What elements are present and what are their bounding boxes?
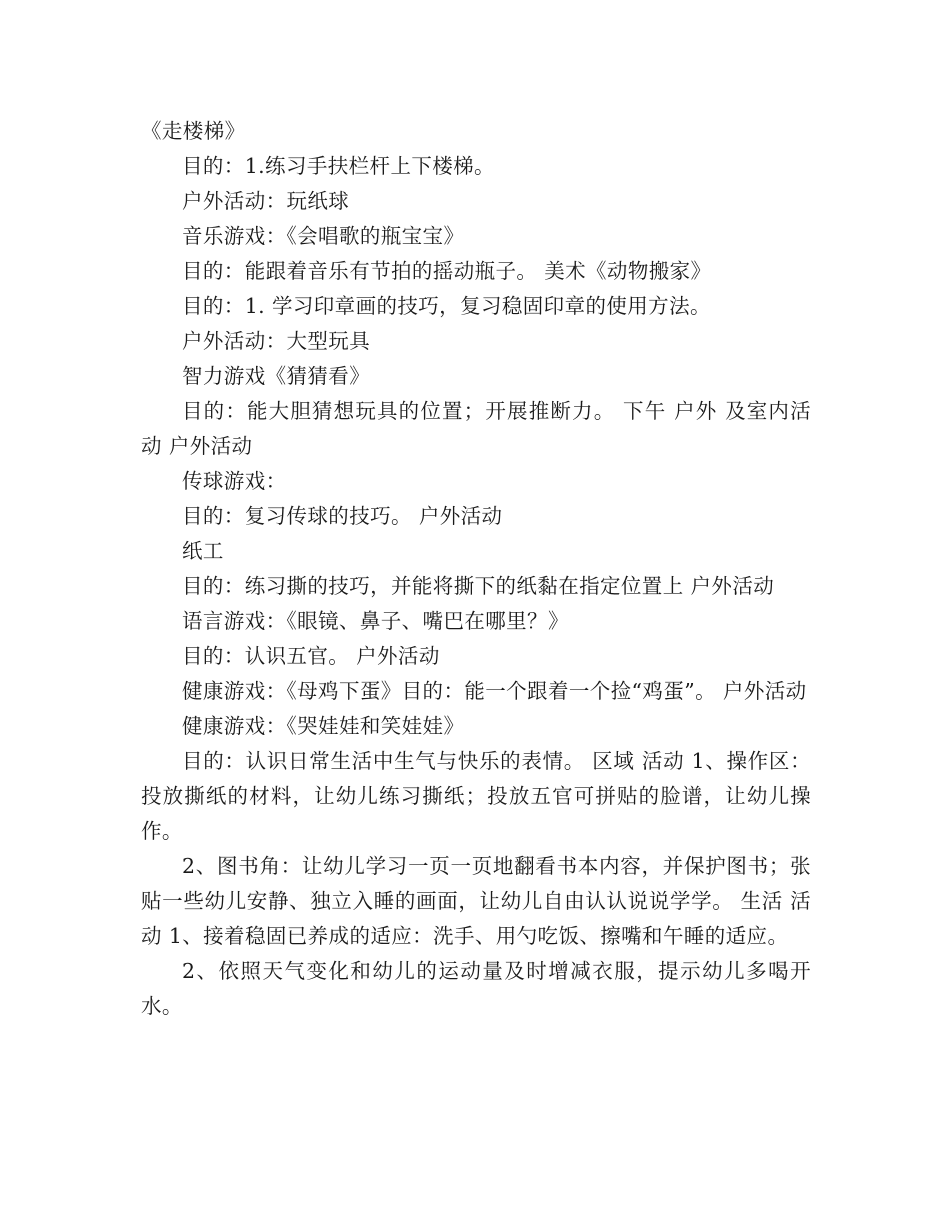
paragraph: 健康游戏：《母鸡下蛋》目的：能一个跟着一个捡“鸡蛋”。 户外活动 xyxy=(182,679,807,703)
music-game-line: 音乐游戏：《会唱歌的瓶宝宝》 xyxy=(182,224,465,248)
health-game-line: 健康游戏：《哭娃娃和笑娃娃》 xyxy=(182,714,465,738)
paragraph: 目的：认识日常生活中生气与快乐的表情。 区域 活动 1、操作区：投放撕纸的材料，让幼儿练习撕纸；投放五官可拼贴的脸谱，让幼儿操作。 xyxy=(141,749,811,843)
paper-craft-line: 纸工 xyxy=(182,539,224,563)
intellect-game-line: 智力游戏《猜猜看》 xyxy=(182,364,371,388)
language-game-line: 语言游戏：《眼镜、鼻子、嘴巴在哪里？》 xyxy=(182,609,569,633)
document-page xyxy=(141,114,811,1024)
paragraph: 2、依照天气变化和幼儿的运动量及时增减衣服，提示幼儿多喝开水。 xyxy=(141,959,811,1018)
goal-line: 目的：能跟着音乐有节拍的摇动瓶子。 美术《动物搬家》 xyxy=(182,259,712,283)
paragraph: 2、图书角：让幼儿学习一页一页地翻看书本内容，并保护图书；张贴一些幼儿安静、独立入睡的画面，让幼儿自由认认说说学学。 生活 活动 1、接着稳固已养成的适应：洗手、用勺吃饭、擦嘴和午睡的适应。 xyxy=(141,854,811,948)
goal-line: 目的：复习传球的技巧。 户外活动 xyxy=(182,504,503,528)
ball-game-line: 传球游戏： xyxy=(182,469,287,493)
goal-line: 目的：练习撕的技巧，并能将撕下的纸黏在指定位置上 户外活动 xyxy=(182,574,775,598)
goal-line: 目的：1.练习手扶栏杆上下楼梯。 xyxy=(182,154,495,178)
goal-line: 目的：认识五官。 户外活动 xyxy=(182,644,440,668)
outdoor-activity-line: 户外活动：大型玩具 xyxy=(182,329,371,353)
lesson-title: 《走楼梯》 xyxy=(141,119,246,143)
goal-line: 目的：1. 学习印章画的技巧，复习稳固印章的使用方法。 xyxy=(182,294,711,318)
paragraph: 目的：能大胆猜想玩具的位置；开展推断力。 下午 户外 及室内活 动 户外活动 xyxy=(141,399,811,458)
outdoor-activity-line: 户外活动：玩纸球 xyxy=(182,189,350,213)
